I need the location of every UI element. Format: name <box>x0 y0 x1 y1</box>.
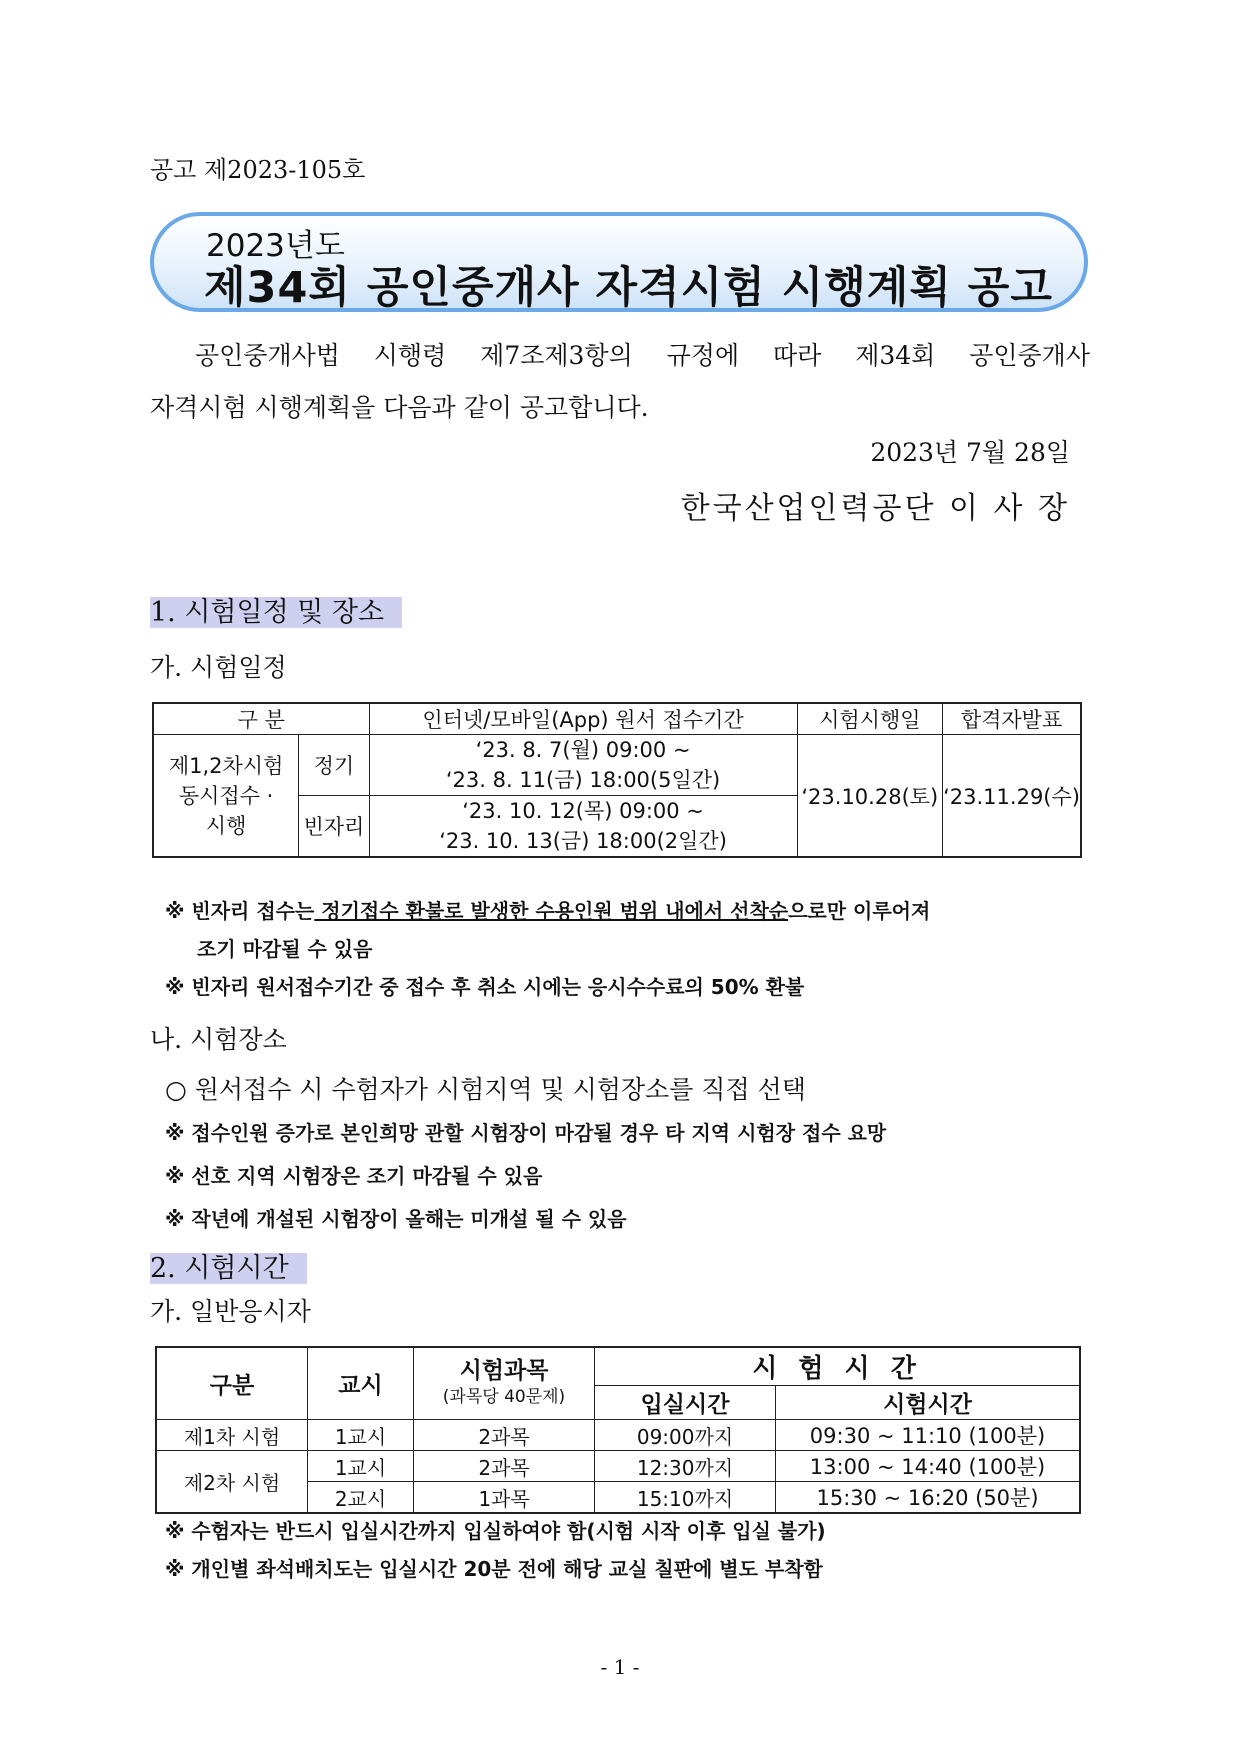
note-text-underlined: 정기접수 환불로 발생한 수용인원 범위 내에서 선착순 <box>314 899 789 923</box>
section-heading-text: 2. 시험시간 <box>150 1253 307 1284</box>
schedule-group-cell <box>153 735 299 858</box>
type-vacancy: 빈자리 <box>299 796 369 858</box>
header-period: 교시 <box>308 1347 414 1420</box>
place-selection-item: ○ 원서접수 시 수험자가 시험지역 및 시험장소를 직접 선택 <box>165 1075 806 1104</box>
row-exam-time: 15:30 ~ 16:20 (50분) <box>776 1482 1081 1514</box>
period-vacancy-start: ‘23. 10. 12(목) 09:00 ~ <box>462 799 704 823</box>
header-result-date: 합격자발표 <box>943 703 1081 735</box>
header-category: 구분 <box>156 1347 308 1420</box>
period-regular <box>369 735 797 796</box>
note-place-1: ※ 접수인원 증가로 본인희망 관할 시험장이 마감될 경우 타 지역 시험장 접수 요망 <box>165 1121 887 1145</box>
section-1-sub-a: 가. 시험일정 <box>150 653 287 682</box>
note-refund-text: 빈자리 원서접수기간 중 접수 후 취소 시에는 응시수수료의 50% 환불 <box>191 975 805 999</box>
group-line-1: 제1,2차시험 <box>168 753 284 778</box>
place-notes <box>165 1114 886 1238</box>
section-2-sub-a: 가. 일반응시자 <box>150 1297 311 1326</box>
note-mark: ※ <box>165 899 185 923</box>
row-subject: 2과목 <box>414 1420 595 1451</box>
note-text-post: 으로만 이루어져 <box>788 899 931 923</box>
section-1-sub-b: 나. 시험장소 <box>150 1025 287 1054</box>
row-period: 1교시 <box>308 1420 414 1451</box>
row-entry: 12:30까지 <box>595 1451 776 1482</box>
notice-number: 공고 제2023-105호 <box>150 156 366 184</box>
header-subject-note: (과목당 40문제) <box>442 1386 566 1407</box>
exam-time-table <box>155 1346 1081 1514</box>
banner-title: 제34회 공인중개사 자격시험 시행계획 공고 <box>204 263 1053 313</box>
group-line-3: 시행 <box>205 813 247 838</box>
row-period: 2교시 <box>308 1482 414 1514</box>
header-entry-time: 입실시간 <box>595 1386 776 1420</box>
header-application-period: 인터넷/모바일(App) 원서 접수기간 <box>369 703 797 735</box>
type-regular: 정기 <box>299 735 369 796</box>
exam-time-notes <box>165 1512 826 1588</box>
schedule-notes <box>165 892 1095 1006</box>
row-exam-time: 09:30 ~ 11:10 (100분) <box>776 1420 1081 1451</box>
exam-date-cell: ‘23.10.28(토) <box>797 735 943 858</box>
organization-signature: 한국산업인력공단 이 사 장 <box>680 491 1070 526</box>
row-exam-time: 13:00 ~ 14:40 (100분) <box>776 1451 1081 1482</box>
note-seat-chart: ※ 개인별 좌석배치도는 입실시간 20분 전에 해당 교실 칠판에 별도 부착함 <box>165 1557 823 1581</box>
row-subject: 2과목 <box>414 1451 595 1482</box>
section-1-heading <box>150 596 402 630</box>
note-entry-deadline: ※ 수험자는 반드시 입실시간까지 입실하여야 함(시험 시작 이후 입실 불가) <box>165 1519 826 1543</box>
note-text-pre: 빈자리 접수는 <box>191 899 315 923</box>
note-place-3: ※ 작년에 개설된 시험장이 올해는 미개설 될 수 있음 <box>165 1207 627 1231</box>
intro-line-2: 자격시험 시행계획을 다음과 같이 공고합니다. <box>150 393 649 422</box>
page-number: - 1 - <box>600 1655 640 1679</box>
note-refund <box>165 968 1095 1006</box>
period-regular-end: ‘23. 8. 11(금) 18:00(5일간) <box>445 768 721 792</box>
row-period: 1교시 <box>308 1451 414 1482</box>
banner-year: 2023년도 <box>206 228 345 264</box>
note-place-2: ※ 선호 지역 시험장은 조기 마감될 수 있음 <box>165 1164 543 1188</box>
group-first-exam: 제1차 시험 <box>156 1420 308 1451</box>
note-vacancy-line2: 조기 마감될 수 있음 <box>197 937 373 961</box>
section-heading-text: 1. 시험일정 및 장소 <box>150 597 402 628</box>
group-second-exam: 제2차 시험 <box>156 1451 308 1514</box>
header-subject-title: 시험과목 <box>459 1357 549 1384</box>
period-vacancy <box>369 796 797 858</box>
row-subject: 1과목 <box>414 1482 595 1514</box>
intro-paragraph <box>150 330 1090 434</box>
schedule-table <box>152 702 1082 858</box>
note-mark: ※ <box>165 975 185 999</box>
header-subject <box>414 1347 595 1420</box>
group-line-2: 동시접수 · <box>178 783 274 808</box>
header-exam-time: 시 험 시 간 <box>595 1347 1081 1386</box>
period-regular-start: ‘23. 8. 7(월) 09:00 ~ <box>475 738 691 762</box>
note-vacancy-first-come <box>165 892 1095 930</box>
title-banner <box>150 212 1088 312</box>
header-test-time: 시험시간 <box>776 1386 1081 1420</box>
intro-line-1: 공인중개사법 시행령 제7조제3항의 규정에 따라 제34회 공인중개사 <box>195 341 1090 370</box>
period-vacancy-end: ‘23. 10. 13(금) 18:00(2일간) <box>439 829 727 853</box>
header-category: 구 분 <box>153 703 369 735</box>
row-entry: 09:00까지 <box>595 1420 776 1451</box>
result-date-cell: ‘23.11.29(수) <box>943 735 1081 858</box>
row-entry: 15:10까지 <box>595 1482 776 1514</box>
header-exam-date: 시험시행일 <box>797 703 943 735</box>
notice-date: 2023년 7월 28일 <box>870 438 1070 467</box>
section-2-heading <box>150 1252 307 1286</box>
